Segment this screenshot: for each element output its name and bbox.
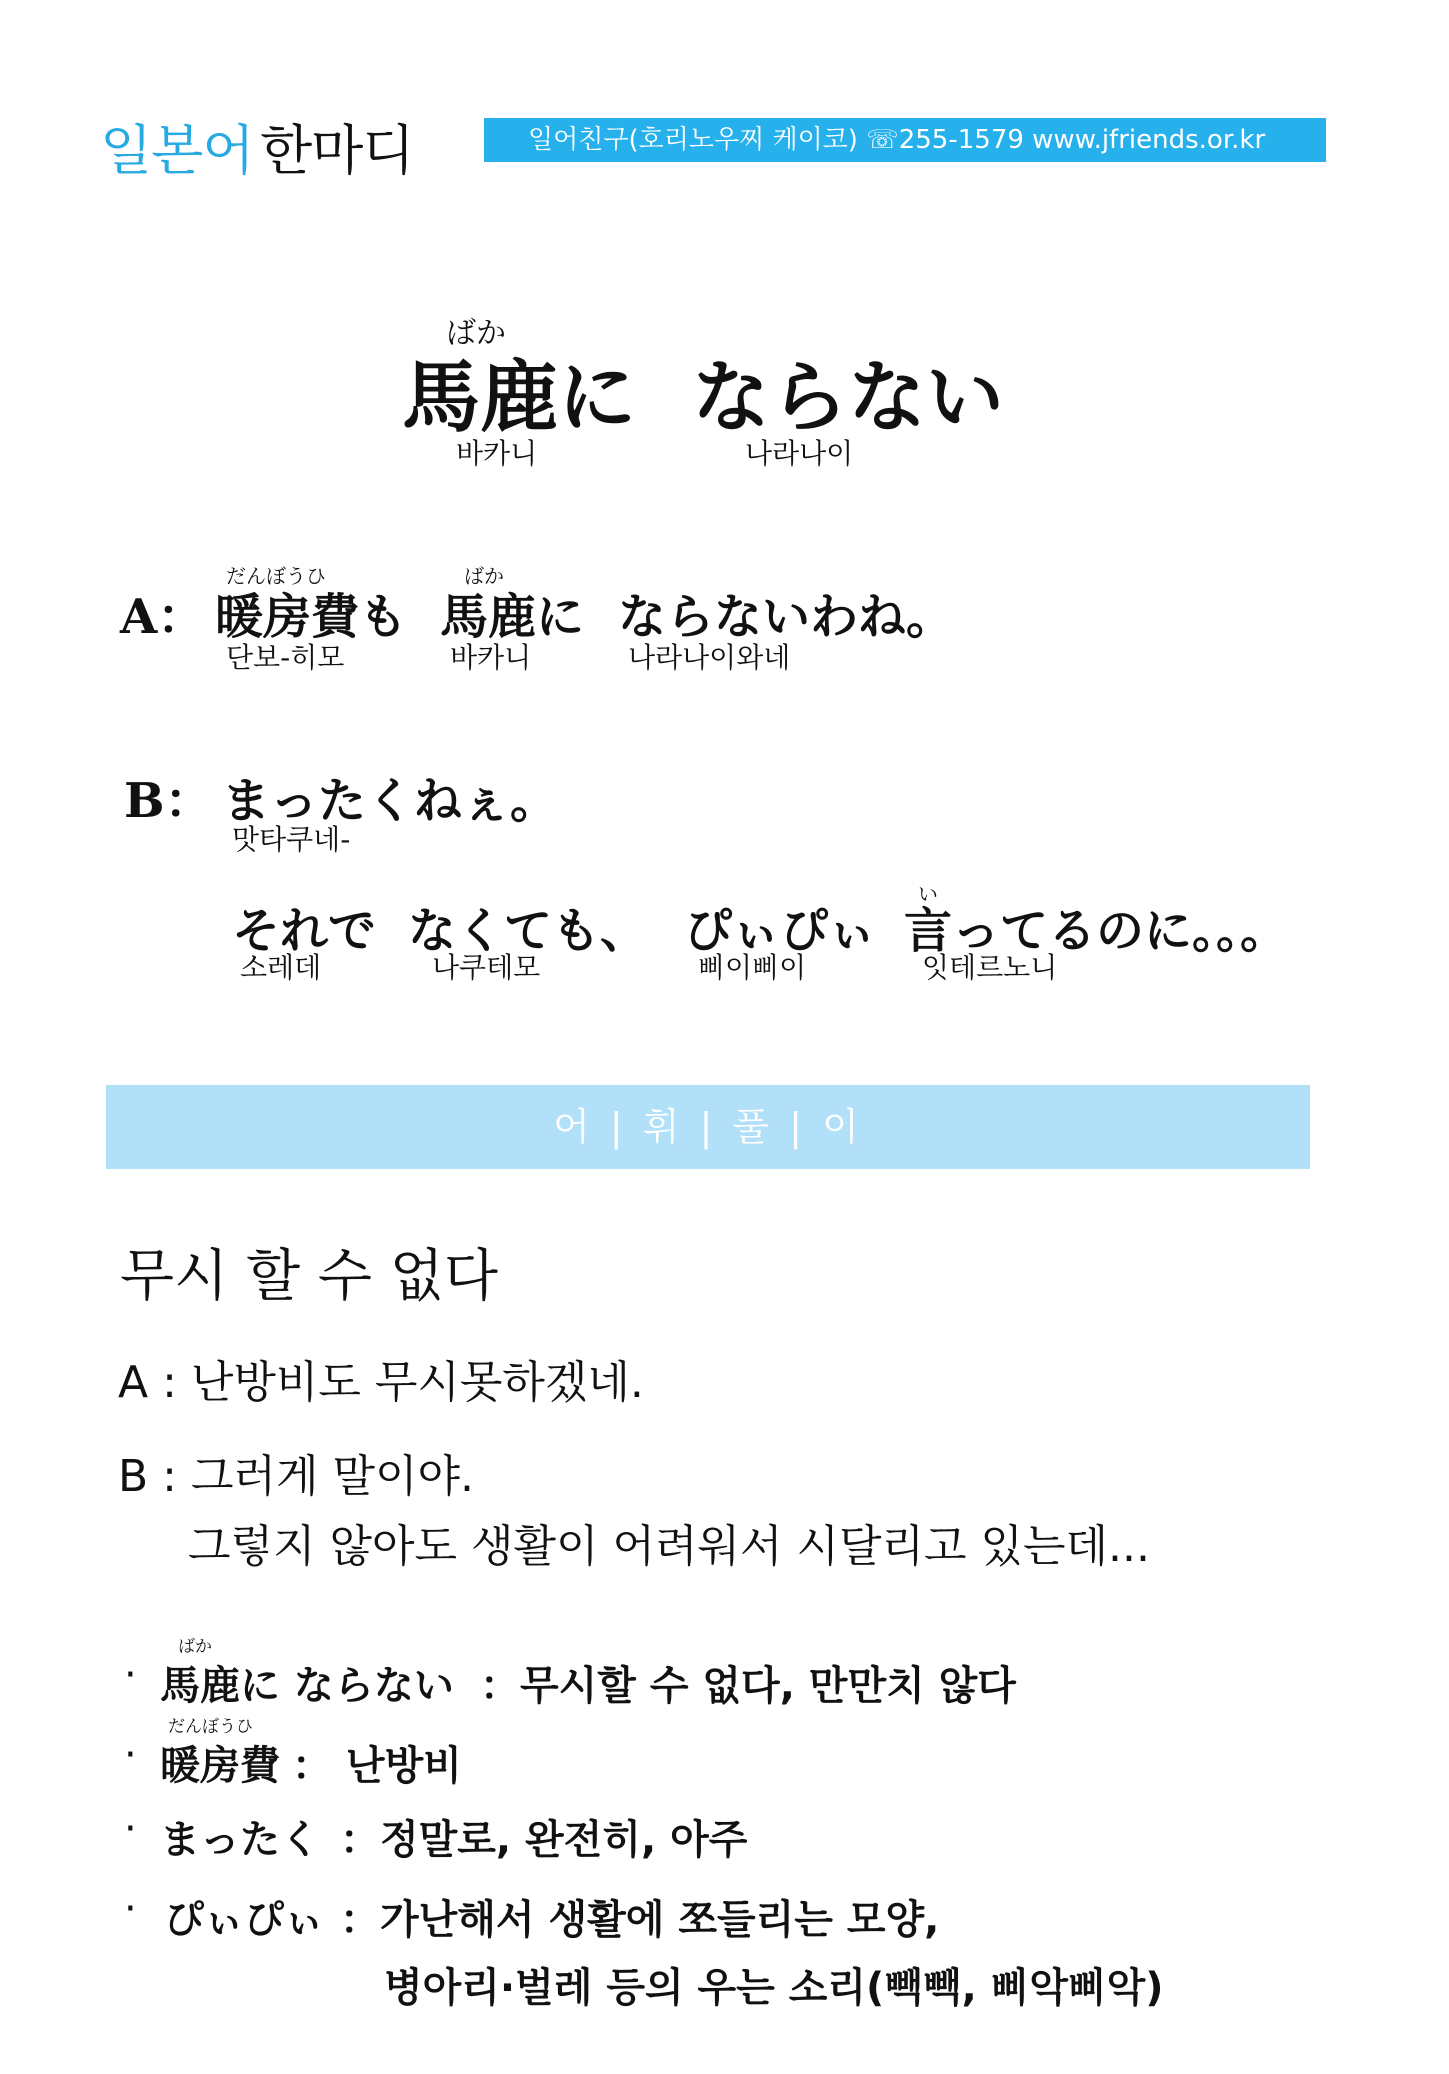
dialog-b-word-2: なくても、 xyxy=(408,903,649,959)
dialog-b-word-4: 言ってるのに。。。 xyxy=(904,903,1289,959)
dialog-b-line-1: まったくねぇ。 xyxy=(222,773,559,829)
dialog-b-reading-1: 소레데 xyxy=(240,951,322,984)
dialog-a-word-2: 馬鹿に xyxy=(440,589,585,645)
dialog-a-ruby-1: だんぼうひ xyxy=(226,564,326,588)
header-title-highlight: 일본어 xyxy=(100,119,254,182)
dialog-a-word-1: 暖房費も xyxy=(215,589,408,645)
dialog-b-word-1: それで xyxy=(232,903,377,959)
translation-b-2: 그렇지 않아도 생활이 어려워서 시달리고 있는데... xyxy=(188,1521,1150,1572)
dialog-b-reading-line-1: 맛타쿠네- xyxy=(232,823,351,856)
glossary-term-2: 暖房費 xyxy=(160,1742,280,1789)
translation-a: A : 난방비도 무시못하겠네. xyxy=(118,1357,644,1408)
dialog-b-word-3: ぴぃぴぃ xyxy=(684,903,877,959)
phrase-kanji: 馬鹿に xyxy=(402,352,637,443)
vocab-section-bar: 어 | 휘 | 풀 | 이 xyxy=(106,1085,1310,1169)
glossary-term-4: ぴぃぴぃ xyxy=(164,1896,324,1943)
phrase-kana: ならない xyxy=(692,352,1005,443)
dialog-a-word-3: ならないわね。 xyxy=(618,589,955,645)
glossary-meaning-4-cont: 병아리·벌레 등의 우는 소리(빽빽, 삐악삐악) xyxy=(384,1965,1164,2011)
glossary-bullet: · xyxy=(124,1886,137,1932)
dialog-b-ruby-4: い xyxy=(918,882,938,906)
dialog-b-speaker: B： xyxy=(124,773,213,829)
glossary-term-3: まったく xyxy=(160,1816,320,1863)
glossary-ruby-1: ばか xyxy=(178,1637,212,1657)
header-title: 한마디 xyxy=(260,119,414,182)
phrase-reading-1: 바카니 xyxy=(456,437,538,470)
dialog-a-ruby-2: ばか xyxy=(464,564,504,588)
glossary-ruby-2: だんぼうひ xyxy=(168,1717,253,1737)
glossary-meaning-1: ：무시할 수 없다, 만만치 않다 xyxy=(480,1663,1016,1709)
dialog-a-reading-3: 나라나이와네 xyxy=(628,641,791,674)
dialog-b-reading-3: 삐이삐이 xyxy=(698,951,807,984)
glossary-meaning-3: ：정말로, 완전히, 아주 xyxy=(340,1817,748,1863)
phrase-reading-2: 나라나이 xyxy=(745,437,854,470)
dialog-a-reading-1: 단보-히모 xyxy=(226,641,345,674)
glossary-meaning-2: ： 난방비 xyxy=(292,1743,462,1789)
translation-b-1: B : 그러게 말이야. xyxy=(118,1451,474,1502)
phrase-ruby: ばか xyxy=(446,316,506,351)
dialog-b-reading-4: 잇테르노니 xyxy=(922,951,1058,984)
glossary-bullet: · xyxy=(124,1806,137,1852)
glossary-meaning-4: ：가난해서 생활에 쪼들리는 모양, xyxy=(340,1897,940,1943)
glossary-bullet: · xyxy=(124,1652,137,1698)
contact-bar: 일어친구(호리노우찌 케이코) ☏255-1579 www.jfriends.or.kr xyxy=(484,118,1326,162)
translation-title: 무시 할 수 없다 xyxy=(120,1244,498,1309)
glossary-bullet: · xyxy=(124,1732,137,1778)
dialog-a-speaker: A： xyxy=(120,589,206,645)
glossary-term-1: 馬鹿に ならない xyxy=(160,1662,454,1709)
dialog-b-reading-2: 나쿠테모 xyxy=(432,951,541,984)
dialog-a-reading-2: 바카니 xyxy=(450,641,532,674)
